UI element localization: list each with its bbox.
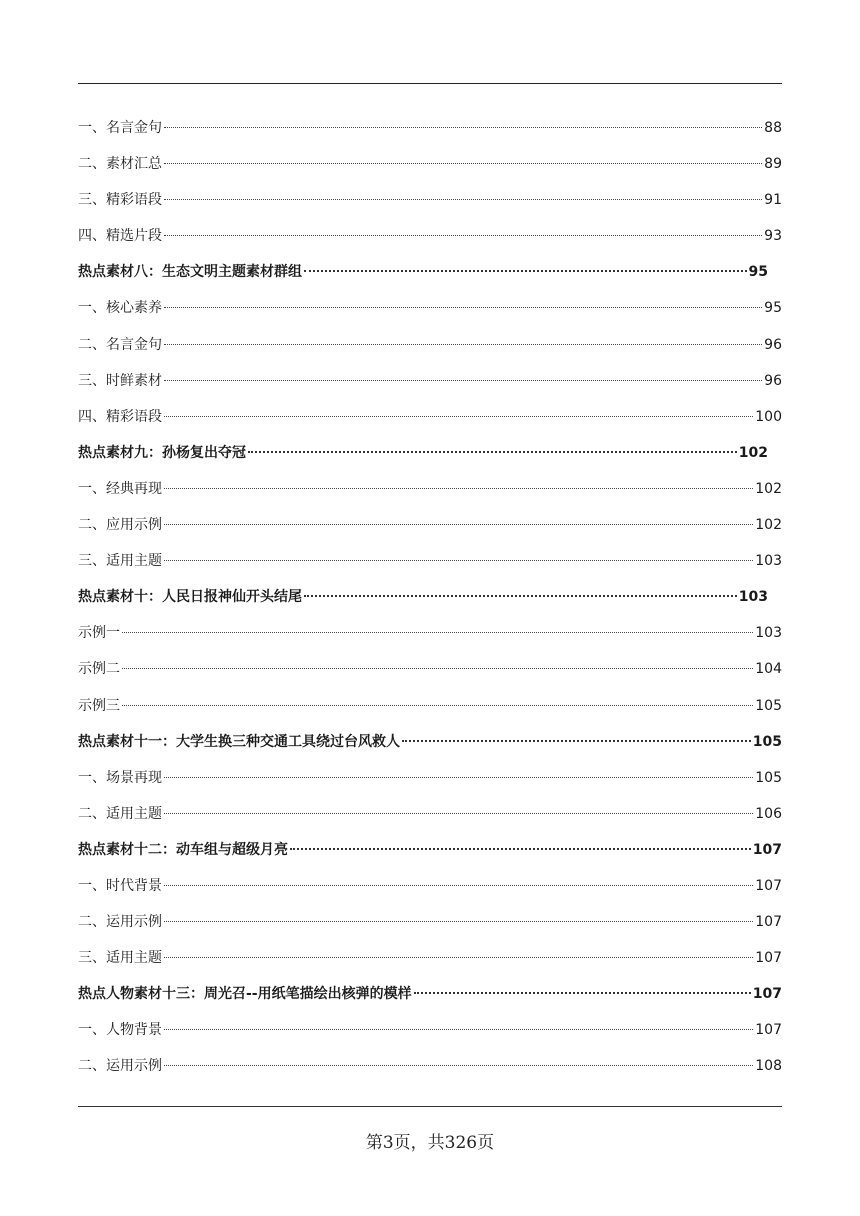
toc-entry-title: 一、人物背景 bbox=[78, 1022, 162, 1039]
toc-section-heading[interactable] bbox=[78, 976, 782, 1012]
dot-leader bbox=[164, 813, 753, 814]
toc-entry-title: 热点素材十二：动车组与超级月亮 bbox=[78, 841, 288, 858]
dot-leader bbox=[164, 524, 753, 525]
toc-entry-page: 105 bbox=[755, 769, 782, 786]
toc-entry-title: 二、名言金句 bbox=[78, 336, 162, 353]
toc-entry-title: 三、精彩语段 bbox=[78, 192, 162, 209]
dot-leader bbox=[290, 848, 751, 850]
toc-entry-title: 二、运用示例 bbox=[78, 1058, 162, 1075]
toc-entry[interactable] bbox=[78, 760, 782, 796]
toc-entry-page: 103 bbox=[738, 589, 768, 606]
toc-entry-page: 102 bbox=[755, 517, 782, 534]
toc-entry-page: 103 bbox=[755, 625, 782, 642]
page-number-footer: 第3页，共326页 bbox=[365, 1133, 495, 1153]
dot-leader bbox=[164, 488, 753, 489]
toc-entry[interactable] bbox=[78, 543, 782, 579]
toc-entry-title: 二、素材汇总 bbox=[78, 156, 162, 173]
toc-section-heading[interactable] bbox=[78, 435, 768, 471]
toc-entry-page: 102 bbox=[738, 444, 768, 461]
toc-entry-title: 一、场景再现 bbox=[78, 769, 162, 786]
dot-leader bbox=[164, 1065, 753, 1066]
toc-entry-title: 四、精选片段 bbox=[78, 228, 162, 245]
toc-entry-title: 示例一 bbox=[78, 625, 120, 642]
dot-leader bbox=[164, 307, 762, 308]
toc-entry[interactable] bbox=[78, 868, 782, 904]
toc-entry-page: 96 bbox=[764, 336, 782, 353]
toc-entry-title: 热点素材十一：大学生换三种交通工具绕过台风救人 bbox=[78, 733, 400, 750]
dot-leader bbox=[122, 668, 753, 669]
toc-entry[interactable] bbox=[78, 796, 782, 832]
toc-entry-page: 103 bbox=[755, 553, 782, 570]
toc-entry[interactable] bbox=[78, 688, 782, 724]
toc-entry-title: 二、适用主题 bbox=[78, 805, 162, 822]
toc-section-heading[interactable] bbox=[78, 832, 782, 868]
toc-entry-page: 107 bbox=[752, 986, 782, 1003]
table-of-contents bbox=[78, 110, 782, 1085]
toc-entry[interactable] bbox=[78, 399, 782, 435]
toc-entry-page: 107 bbox=[755, 950, 782, 967]
toc-entry[interactable] bbox=[78, 471, 782, 507]
toc-entry-page: 107 bbox=[755, 914, 782, 931]
toc-entry-title: 四、精彩语段 bbox=[78, 408, 162, 425]
toc-entry-page: 108 bbox=[755, 1058, 782, 1075]
toc-entry-page: 93 bbox=[764, 228, 782, 245]
dot-leader bbox=[164, 921, 753, 922]
toc-entry-title: 示例二 bbox=[78, 661, 120, 678]
dot-leader bbox=[122, 632, 753, 633]
dot-leader bbox=[164, 380, 762, 381]
toc-entry-title: 一、经典再现 bbox=[78, 480, 162, 497]
toc-entry[interactable] bbox=[78, 290, 782, 326]
toc-entry-page: 105 bbox=[752, 733, 782, 750]
toc-entry-page: 95 bbox=[748, 264, 768, 281]
dot-leader bbox=[248, 451, 737, 453]
toc-entry-title: 一、名言金句 bbox=[78, 120, 162, 136]
toc-entry-title: 一、核心素养 bbox=[78, 300, 162, 317]
toc-entry-title: 二、应用示例 bbox=[78, 517, 162, 534]
toc-entry-title: 热点素材八：生态文明主题素材群组 bbox=[78, 264, 302, 281]
dot-leader bbox=[164, 344, 762, 345]
toc-entry[interactable] bbox=[78, 651, 782, 687]
dot-leader bbox=[164, 416, 753, 417]
toc-entry-page: 106 bbox=[755, 805, 782, 822]
toc-entry[interactable] bbox=[78, 327, 782, 363]
toc-entry-page: 95 bbox=[764, 300, 782, 317]
dot-leader bbox=[164, 1029, 753, 1030]
toc-entry[interactable] bbox=[78, 940, 782, 976]
toc-entry[interactable] bbox=[78, 1048, 782, 1084]
toc-entry-page: 105 bbox=[755, 697, 782, 714]
toc-entry[interactable] bbox=[78, 363, 782, 399]
toc-entry-page: 107 bbox=[752, 841, 782, 858]
toc-entry-page: 107 bbox=[755, 1022, 782, 1039]
dot-leader bbox=[402, 740, 751, 742]
toc-entry-page: 89 bbox=[764, 156, 782, 173]
toc-entry-page: 88 bbox=[764, 120, 782, 136]
toc-section-heading[interactable] bbox=[78, 579, 768, 615]
toc-entry[interactable] bbox=[78, 615, 782, 651]
toc-entry-title: 二、运用示例 bbox=[78, 914, 162, 931]
toc-entry-page: 96 bbox=[764, 372, 782, 389]
dot-leader bbox=[164, 957, 753, 958]
toc-entry-title: 三、适用主题 bbox=[78, 950, 162, 967]
toc-entry[interactable] bbox=[78, 507, 782, 543]
dot-leader bbox=[164, 885, 753, 886]
toc-entry[interactable] bbox=[78, 904, 782, 940]
toc-entry[interactable] bbox=[78, 1012, 782, 1048]
toc-entry-title: 热点素材九：孙杨复出夺冠 bbox=[78, 444, 246, 461]
toc-entry[interactable] bbox=[78, 110, 782, 146]
toc-entry[interactable] bbox=[78, 218, 782, 254]
toc-entry-page: 102 bbox=[755, 480, 782, 497]
dot-leader bbox=[164, 127, 762, 128]
toc-section-heading[interactable] bbox=[78, 724, 782, 760]
header-rule bbox=[78, 83, 782, 84]
dot-leader bbox=[164, 163, 762, 164]
toc-entry-page: 91 bbox=[764, 192, 782, 209]
toc-entry-page: 100 bbox=[755, 408, 782, 425]
dot-leader bbox=[122, 705, 753, 706]
footer-rule bbox=[78, 1106, 782, 1107]
toc-entry[interactable] bbox=[78, 182, 782, 218]
toc-entry[interactable] bbox=[78, 146, 782, 182]
toc-entry-title: 热点素材十：人民日报神仙开头结尾 bbox=[78, 589, 302, 606]
dot-leader bbox=[304, 595, 737, 597]
dot-leader bbox=[164, 777, 753, 778]
toc-entry-title: 三、时鲜素材 bbox=[78, 372, 162, 389]
toc-entry-title: 三、适用主题 bbox=[78, 553, 162, 570]
dot-leader bbox=[414, 992, 751, 994]
dot-leader bbox=[164, 235, 762, 236]
dot-leader bbox=[164, 560, 753, 561]
toc-entry-title: 示例三 bbox=[78, 697, 120, 714]
toc-section-heading[interactable] bbox=[78, 254, 768, 290]
dot-leader bbox=[164, 199, 762, 200]
toc-entry-page: 107 bbox=[755, 877, 782, 894]
toc-entry-title: 一、时代背景 bbox=[78, 877, 162, 894]
toc-entry-page: 104 bbox=[755, 661, 782, 678]
toc-entry-title: 热点人物素材十三：周光召--用纸笔描绘出核弹的模样 bbox=[78, 986, 412, 1003]
dot-leader bbox=[304, 270, 747, 272]
